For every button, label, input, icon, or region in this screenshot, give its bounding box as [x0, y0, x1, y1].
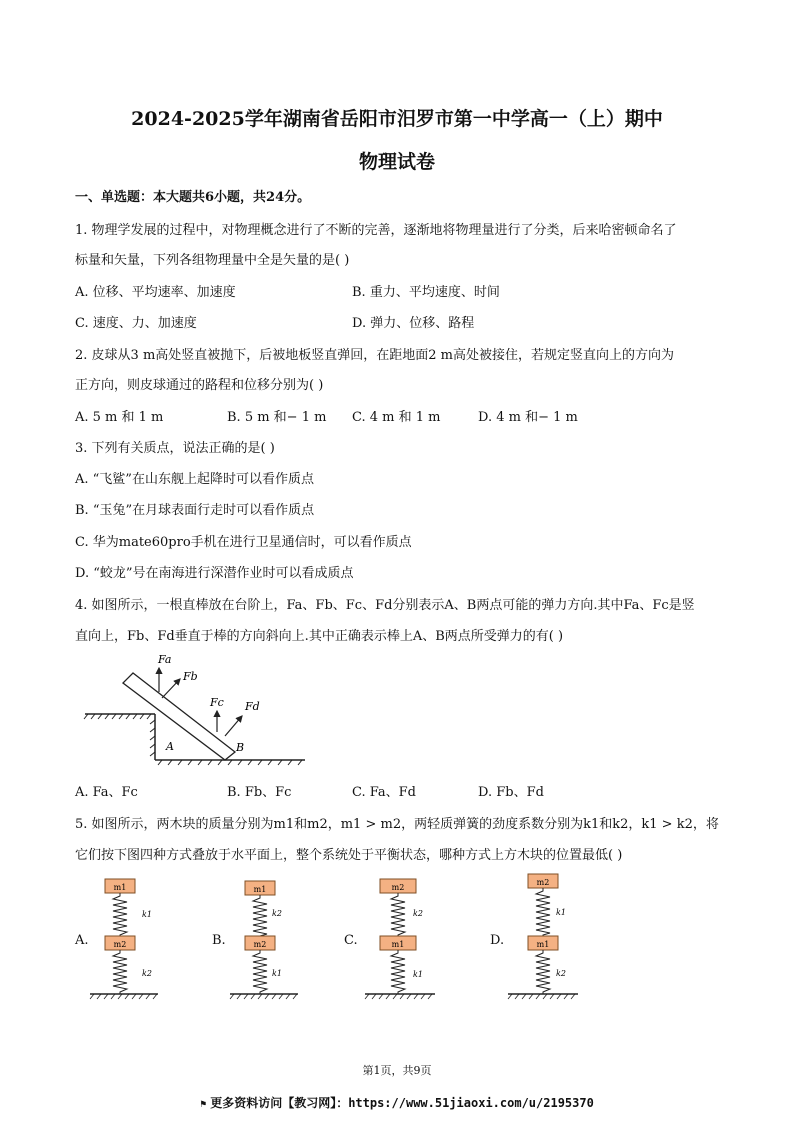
q2-option-a: A. 5 m 和 1 m: [75, 410, 164, 425]
q4-option-c: C. Fa、Fd: [352, 785, 416, 800]
spring-label: k1: [272, 969, 282, 978]
q3-option-a: A. “飞鲨”在山东舰上起降时可以看作质点: [75, 472, 314, 487]
q4-stem-line2: 直向上，Fb、Fd垂直于棒的方向斜向上.其中正确表示棒上A、B两点所受弹力的有( ): [75, 629, 564, 644]
spring-label: k2: [142, 969, 152, 978]
q3-option-d: D. “蛟龙”号在南海进行深潜作业时可以看成质点: [75, 566, 354, 581]
fc-label: Fc: [210, 696, 224, 709]
block-label: m1: [113, 883, 127, 892]
fb-label: Fb: [183, 670, 198, 683]
q3-stem: 3. 下列有关质点，说法正确的是( ): [75, 441, 275, 456]
q4-option-a: A. Fa、Fc: [75, 785, 138, 800]
q5-spring-figure-c: [363, 876, 438, 1004]
q1-stem-line2: 标量和矢量，下列各组物理量中全是矢量的是( ): [75, 253, 350, 268]
q2-stem-line2: 正方向，则皮球通过的路程和位移分别为( ): [75, 378, 324, 393]
block-label: m1: [391, 940, 405, 949]
block-label: m2: [113, 940, 127, 949]
spring-label: k1: [142, 910, 152, 919]
q1-option-d: D. 弹力、位移、路程: [352, 316, 475, 331]
q4-option-d: D. Fb、Fd: [478, 785, 544, 800]
page-subtitle: 物理试卷: [358, 151, 435, 173]
block-label: m1: [536, 940, 550, 949]
spring-label: k1: [413, 970, 423, 979]
q5-stem-line2: 它们按下图四种方式叠放于水平面上，整个系统处于平衡状态，哪种方式上方木块的位置最低( ): [75, 848, 623, 863]
q5-spring-figure-b: [228, 876, 303, 1004]
spring-label: k2: [272, 909, 282, 918]
q4-stem-line1: 4. 如图所示，一根直棒放在台阶上，Fa、Fb、Fc、Fd分别表示A、B两点可能的弹力方向.其中Fa、Fc是竖: [75, 598, 695, 613]
fd-label: Fd: [245, 700, 260, 713]
q2-option-d: D. 4 m 和− 1 m: [478, 410, 578, 425]
q5-fig-c-letter: C.: [344, 933, 358, 948]
point-a-label: A: [166, 740, 174, 753]
promo-banner-text: 更多资料访问【教习网】：https://www.51jiaoxi.com/u/2195370: [210, 1096, 594, 1110]
q5-stem-line1: 5. 如图所示，两木块的质量分别为m1和m2，m1 > m2，两轻质弹簧的劲度系数分别为k1和k2，k1 > k2，将: [75, 817, 719, 832]
spring-label: k2: [556, 969, 566, 978]
block-label: m2: [391, 883, 405, 892]
q1-stem-line1: 1. 物理学发展的过程中，对物理概念进行了不断的完善，逐渐地将物理量进行了分类，后来哈密顿命名了: [75, 223, 677, 238]
spring-label: k2: [413, 909, 423, 918]
page-number: 第1页，共9页: [362, 1064, 432, 1077]
spring-label: k1: [556, 908, 566, 917]
q1-option-a: A. 位移、平均速率、加速度: [75, 285, 236, 300]
section-heading: 一、单选题：本大题共6小题，共24分。: [75, 190, 311, 205]
page-title: 2024-2025学年湖南省岳阳市汨罗市第一中学高一（上）期中: [131, 108, 663, 130]
q4-option-b: B. Fb、Fc: [227, 785, 292, 800]
q5-spring-figure-a: [88, 876, 163, 1004]
block-label: m2: [253, 940, 267, 949]
q2-option-c: C. 4 m 和 1 m: [352, 410, 441, 425]
promo-banner-link[interactable]: [0, 1094, 794, 1111]
fa-label: Fa: [158, 653, 172, 666]
q2-stem-line1: 2. 皮球从3 m高处竖直被抛下，后被地板竖直弹回，在距地面2 m高处被接住，若规定竖直向上的方向为: [75, 348, 674, 363]
point-b-label: B: [236, 741, 245, 754]
block-label: m1: [253, 885, 267, 894]
q1-option-b: B. 重力、平均速度、时间: [352, 285, 500, 300]
q4-rod-on-step-figure: [80, 648, 320, 773]
q3-option-b: B. “玉兔”在月球表面行走时可以看作质点: [75, 503, 315, 518]
q5-fig-a-letter: A.: [75, 933, 89, 948]
block-label: m2: [536, 878, 550, 887]
q5-fig-b-letter: B.: [212, 933, 226, 948]
q3-option-c: C. 华为mate60pro手机在进行卫星通信时，可以看作质点: [75, 535, 412, 550]
q5-spring-figure-d: [506, 870, 581, 1004]
q5-fig-d-letter: D.: [490, 933, 505, 948]
q1-option-c: C. 速度、力、加速度: [75, 316, 197, 331]
flag-icon: ⚑: [200, 1099, 207, 1110]
q2-option-b: B. 5 m 和− 1 m: [227, 410, 327, 425]
